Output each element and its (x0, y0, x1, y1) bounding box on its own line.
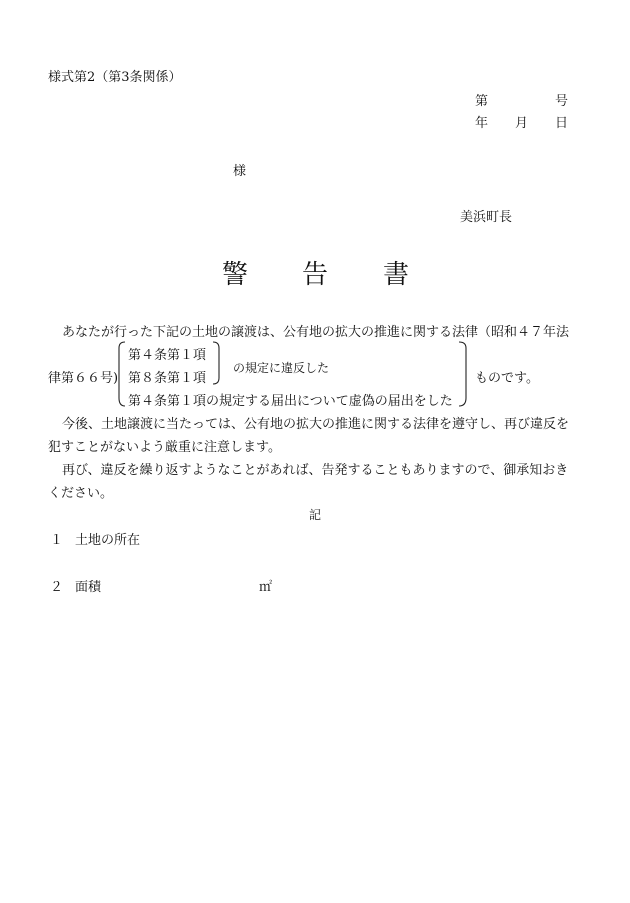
right-bracket (459, 342, 466, 406)
form-label: 様式第2（第3条関係） (48, 70, 182, 85)
violation-text: の規定に違反した (233, 361, 330, 375)
left-bracket (119, 342, 125, 406)
item-2-unit: ㎡ (259, 580, 273, 595)
option-3: 第４条第１項の規定する届出について虚偽の届出をした (128, 394, 453, 409)
item-2-number: ２ (50, 580, 64, 595)
addressee-suffix: 様 (233, 164, 247, 179)
para3-line2: ください。 (48, 486, 114, 501)
para2-line2: 犯すことがないよう厳重に注意します。 (48, 440, 281, 455)
item-1-label: 土地の所在 (75, 533, 141, 548)
ki-heading: 記 (309, 508, 322, 522)
para3-line1: 再び、違反を繰り返すようなことがあれば、告発することもありますので、御承知おき (62, 463, 569, 478)
issuer: 美浜町長 (460, 210, 513, 225)
body-line2-prefix: 律第６６号) (48, 371, 119, 386)
option-2: 第８条第１項 (128, 371, 207, 386)
number-prefix: 第 (475, 94, 489, 109)
date-month: 月 (515, 116, 529, 131)
para2-line1: 今後、土地譲渡に当たっては、公有地の拡大の推進に関する法律を遵守し、再び違反を (62, 417, 570, 432)
title-char-2: 告 (302, 260, 329, 290)
body-line1: あなたが行った下記の土地の譲渡は、公有地の拡大の推進に関する法律（昭和４７年法 (62, 325, 570, 340)
body-line2-suffix: ものです。 (475, 371, 539, 386)
inner-right-bracket (213, 342, 219, 384)
title-char-1: 警 (222, 260, 249, 290)
option-1: 第４条第１項 (128, 348, 207, 363)
date-day: 日 (555, 116, 569, 131)
title-char-3: 書 (383, 260, 410, 290)
item-1-number: １ (50, 533, 64, 548)
date-year: 年 (475, 116, 489, 131)
number-suffix: 号 (555, 94, 569, 109)
item-2-label: 面積 (75, 580, 102, 595)
